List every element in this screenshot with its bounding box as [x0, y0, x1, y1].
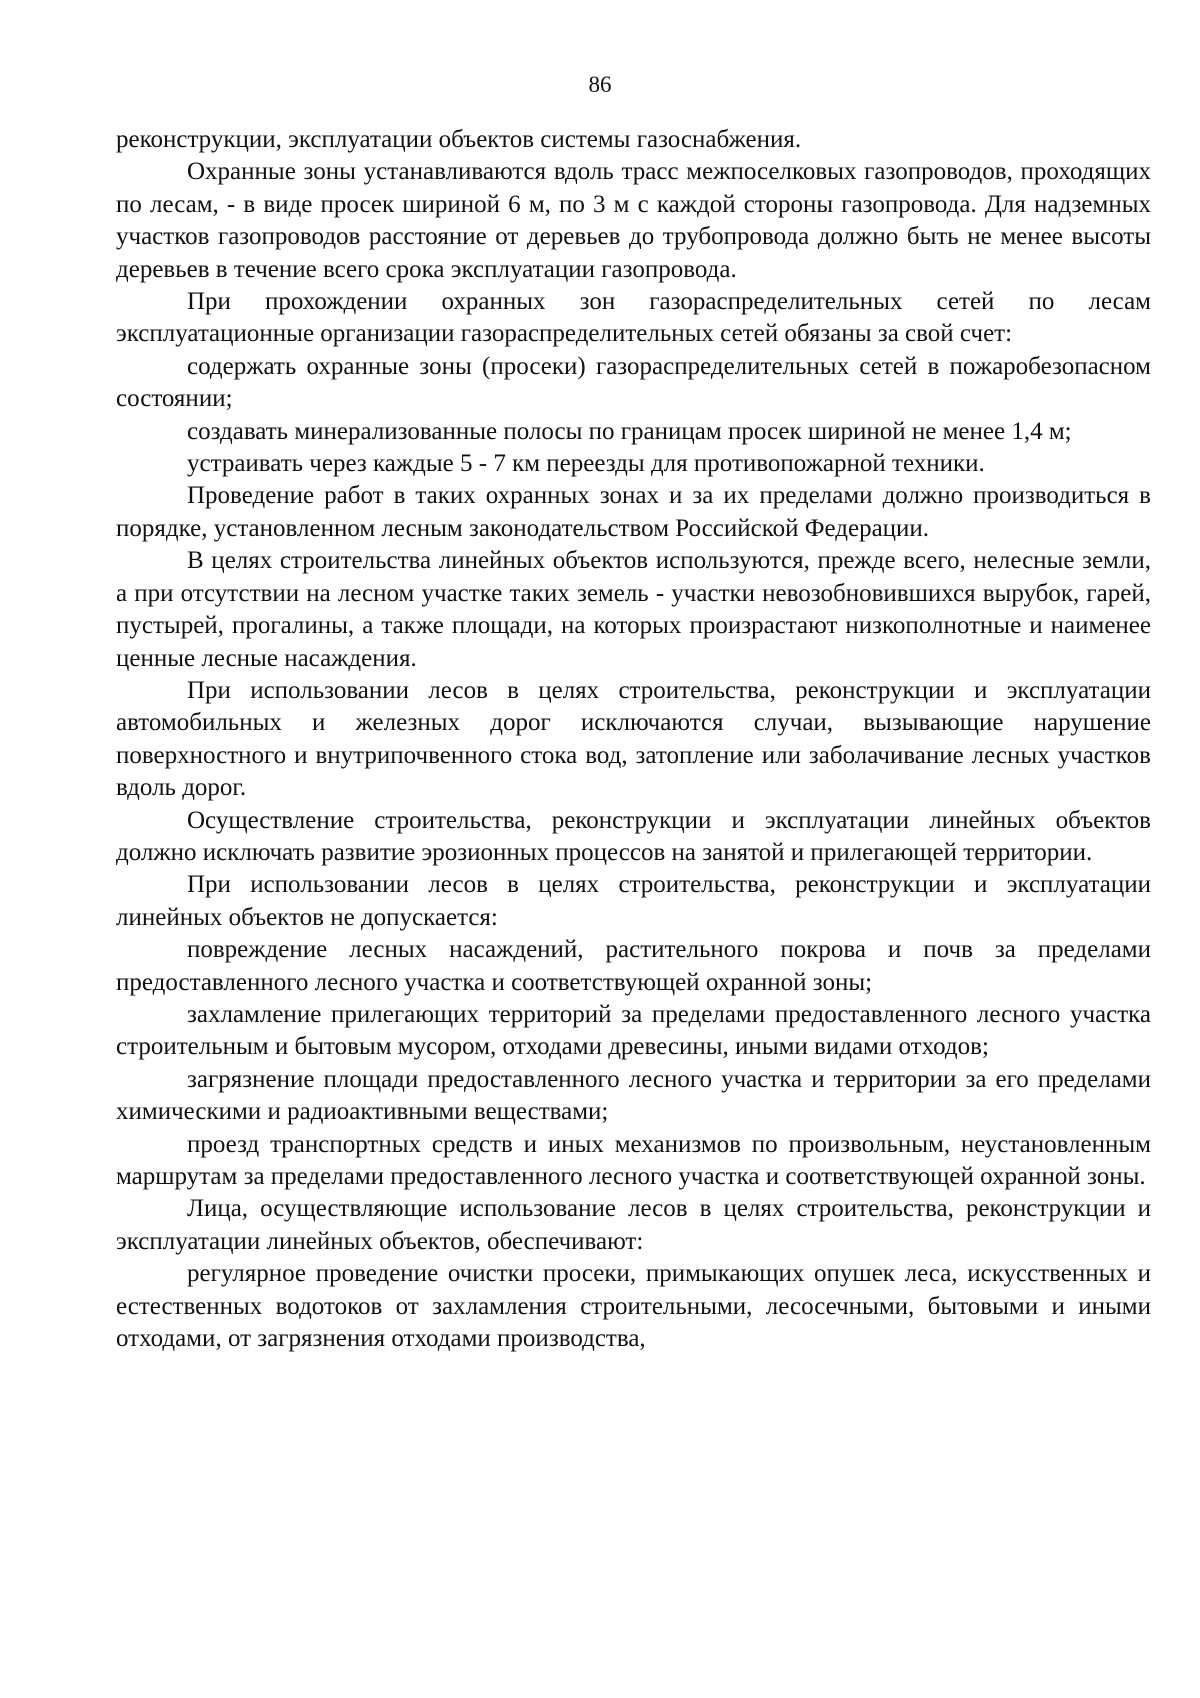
paragraph-list-item: проезд транспортных средств и иных механизмов по произвольным, неустановленным маршрутам за пределами предоставленного лесного участка и соответствующей охранной зоны.	[116, 1130, 1151, 1190]
paragraph-land-use: В целях строительства линейных объектов используются, прежде всего, нелесные земли, а при отсутствии на лесном участке таких земель - участки невозобновившихся вырубок, гарей, пустырей, прогалины, а также площади, на которых произрастают низкополнотные и наименее ценные лесные насаждения.	[116, 547, 1151, 672]
paragraph-list-item: создавать минерализованные полосы по границам просек шириной не менее 1,4 м;	[187, 417, 1072, 445]
paragraph-list-item: повреждение лесных насаждений, растительного покрова и почв за пределами предоставленного лесного участка и соответствующей охранной зоны;	[116, 936, 1151, 996]
paragraph-erosion: Осуществление строительства, реконструкции и эксплуатации линейных объектов должно исключать развитие эрозионных процессов на занятой и прилегающей территории.	[116, 806, 1151, 866]
paragraph-list-item: содержать охранные зоны (просеки) газораспределительных сетей в пожаробезопасном состоянии;	[116, 352, 1151, 413]
paragraph-prohibitions: При использовании лесов в целях строительства, реконструкции и эксплуатации линейных объектов не допускается:	[116, 871, 1151, 931]
paragraph-works-procedure: Проведение работ в таких охранных зонах и за их пределами должно производиться в порядке, установленном лесным законодательством Российской Федерации.	[116, 482, 1151, 542]
paragraph-continuation: реконструкции, эксплуатации объектов системы газоснабжения.	[116, 126, 802, 153]
paragraph-list-item: регулярное проведение очистки просеки, примыкающих опушек леса, искусственных и естественных водотоков от захламления строительными, лесосечными, бытовыми и иными отходами, от загрязнения отходами производства,	[116, 1260, 1151, 1353]
paragraph-responsibilities: Лица, осуществляющие использование лесов в целях строительства, реконструкции и эксплуатации линейных объектов, обеспечивают:	[116, 1195, 1151, 1255]
document-body	[116, 124, 1151, 1355]
paragraph-protective-zones: Охранные зоны устанавливаются вдоль трасс межпоселковых газопроводов, проходящих по лесам, - в виде просек шириной 6 м, по 3 м с каждой стороны газопровода. Для надземных участков газопроводов расстояние от деревьев до трубопровода должно быть не менее высоты деревьев в течение всего срока эксплуатации газопровода.	[116, 158, 1151, 283]
paragraph-list-item: загрязнение площади предоставленного лесного участка и территории за его пределами химическими и радиоактивными веществами;	[116, 1065, 1151, 1126]
paragraph-list-item: устраивать через каждые 5 - 7 км переезды для противопожарной техники.	[187, 450, 985, 478]
paragraph-list-item: захламление прилегающих территорий за пределами предоставленного лесного участка строительным и бытовым мусором, отходами древесины, иными видами отходов;	[116, 1000, 1151, 1061]
paragraph-roads: При использовании лесов в целях строительства, реконструкции и эксплуатации автомобильных и железных дорог исключаются случаи, вызывающие нарушение поверхностного и внутрипочвенного стока вод, затопление или заболачивание лесных участков вдоль дорог.	[116, 676, 1151, 802]
paragraph-operator-obligations: При прохождении охранных зон газораспределительных сетей по лесам эксплуатационные организации газораспределительных сетей обязаны за свой счет:	[116, 288, 1151, 348]
page-number: 86	[588, 72, 612, 97]
